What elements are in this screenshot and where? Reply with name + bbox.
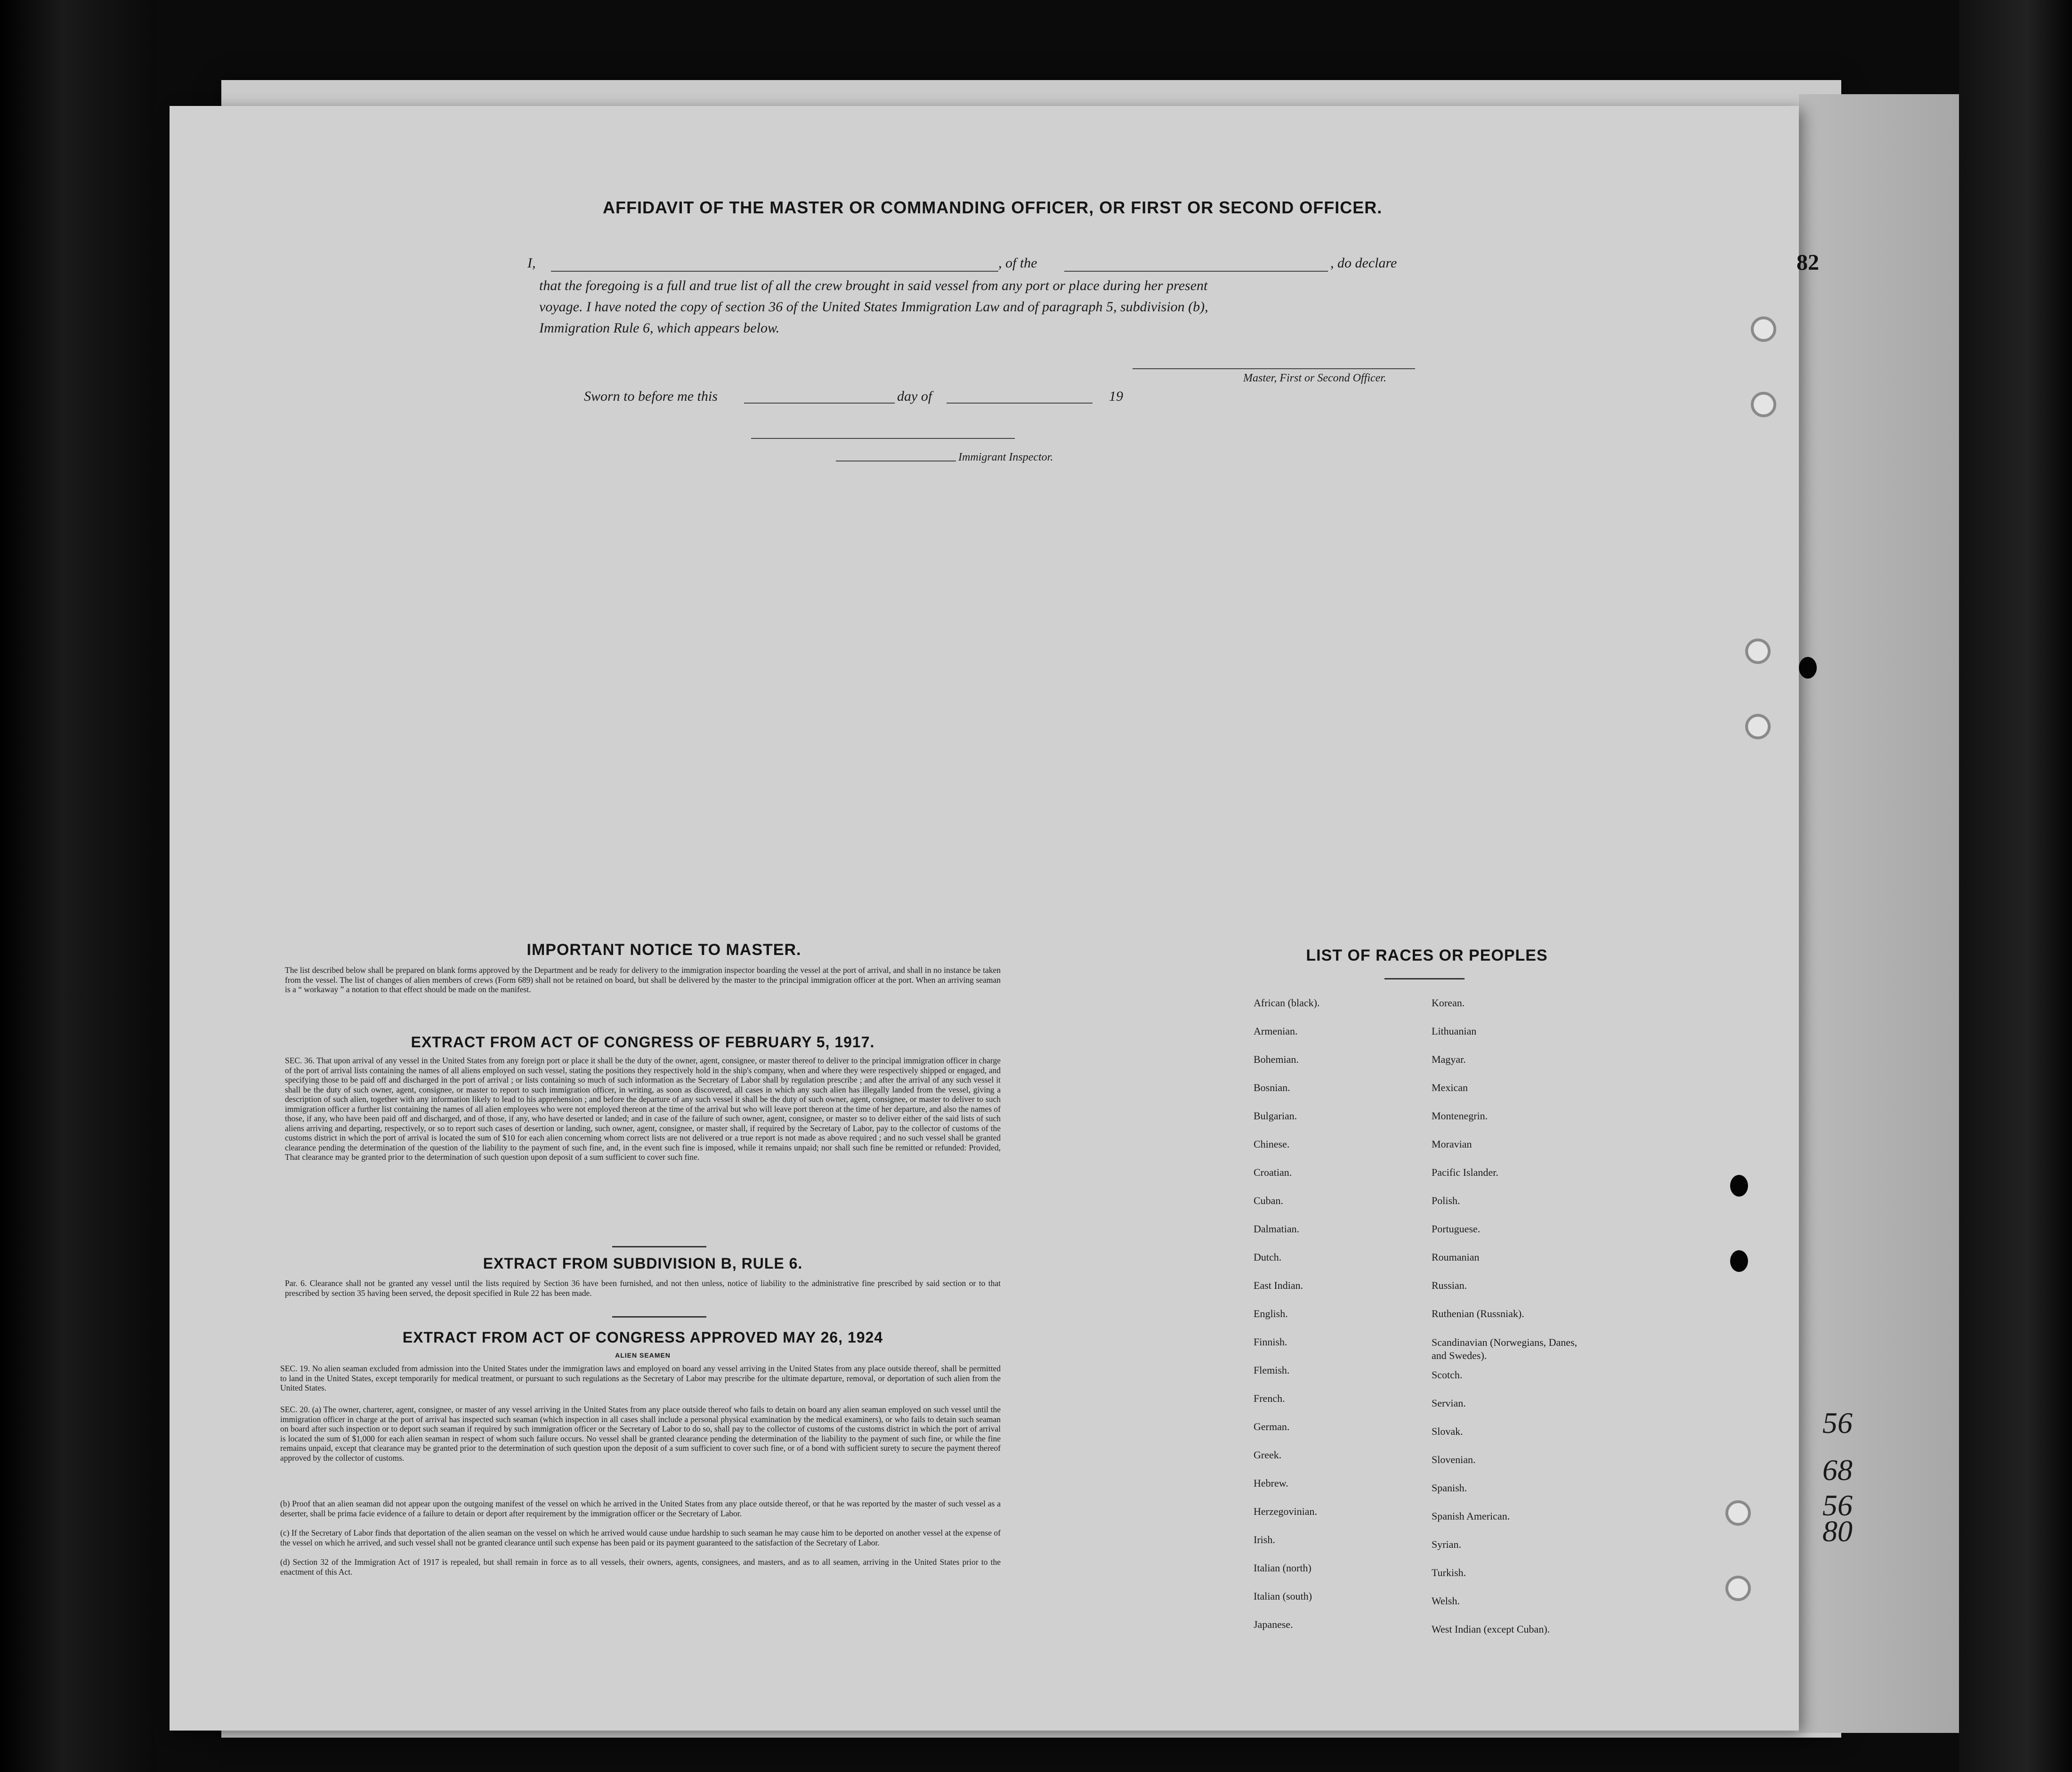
- notice-title: IMPORTANT NOTICE TO MASTER.: [526, 941, 801, 959]
- race-left-23: Japanese.: [1254, 1618, 1293, 1630]
- affidavit-line-2: voyage. I have noted the copy of section 36 of the United States Immigration Law and of paragraph 5, subdivision (b),: [539, 299, 1208, 315]
- race-right-18: Spanish.: [1432, 1482, 1467, 1494]
- race-right-1: Korean.: [1432, 997, 1465, 1009]
- section-divider: [612, 1246, 706, 1247]
- master-signature-label: Master, First or Second Officer.: [1243, 372, 1386, 384]
- sworn-month-line: [947, 403, 1093, 404]
- extract-1924-subtitle: ALIEN SEAMEN: [615, 1351, 671, 1359]
- race-right-22: Welsh.: [1432, 1595, 1460, 1607]
- race-right-5: Montenegrin.: [1432, 1110, 1488, 1122]
- race-right-3: Magyar.: [1432, 1053, 1466, 1065]
- punch-hole: [1745, 714, 1771, 739]
- affidavit-name-line: [551, 271, 998, 272]
- race-left-22: Italian (south): [1254, 1590, 1312, 1602]
- race-left-18: Hebrew.: [1254, 1477, 1288, 1489]
- inspector-label: Immigrant Inspector.: [958, 451, 1053, 463]
- extract-1917-title: EXTRACT FROM ACT OF CONGRESS OF FEBRUARY 5, 1917.: [411, 1034, 875, 1051]
- ink-blot: [1730, 1250, 1748, 1272]
- race-left-10: Dutch.: [1254, 1251, 1282, 1263]
- affidavit-i-label: I,: [527, 255, 536, 271]
- race-left-17: Greek.: [1254, 1449, 1282, 1461]
- extract-1924-sec20c: (c) If the Secretary of Labor finds that deportation of the alien seaman on the vessel on which he arrived would cause undue hardship to such seaman he may cause him to be deported on another vessel at the expense of the vessel on which he arrived, and such vessel shall not be granted clearance until such expense has been paid or its payment guaranteed to the satisfaction of the Secretary of Labor.: [280, 1528, 1001, 1547]
- year-label: 19: [1109, 388, 1123, 404]
- affidavit-line-1: that the foregoing is a full and true list of all the crew brought in said vessel from any port or place during her present: [539, 278, 1208, 293]
- affidavit-do-declare-label: , do declare: [1330, 255, 1397, 271]
- ink-blot: [1799, 657, 1817, 679]
- race-right-12: Ruthenian (Russniak).: [1432, 1308, 1524, 1319]
- race-left-13: Finnish.: [1254, 1336, 1287, 1348]
- sworn-day-line: [744, 403, 895, 404]
- film-edge-left: [0, 0, 155, 1772]
- race-left-8: Cuban.: [1254, 1195, 1283, 1206]
- races-title: LIST OF RACES OR PEOPLES: [1306, 947, 1548, 964]
- master-signature-line: [1133, 368, 1415, 369]
- race-right-6: Moravian: [1432, 1138, 1472, 1150]
- affidavit-line-3: Immigration Rule 6, which appears below.: [539, 320, 780, 336]
- extract-1924-sec20b: (b) Proof that an alien seaman did not appear upon the outgoing manifest of the vessel on which he arrived in the United States from any place outside thereof, or that he was reported by the master of such vessel as a deserter, shall be prima facie evidence of a failure to detain or deport after requirement by the immigration officer or the Secretary of Labor.: [280, 1499, 1001, 1518]
- race-left-2: Armenian.: [1254, 1025, 1298, 1037]
- race-right-7: Pacific Islander.: [1432, 1166, 1498, 1178]
- margin-number-2: 68: [1822, 1453, 1853, 1487]
- race-left-16: German.: [1254, 1421, 1290, 1432]
- race-left-21: Italian (north): [1254, 1562, 1311, 1574]
- race-left-15: French.: [1254, 1392, 1285, 1404]
- punch-hole: [1751, 316, 1776, 342]
- race-left-9: Dalmatian.: [1254, 1223, 1300, 1235]
- race-right-17: Slovenian.: [1432, 1454, 1476, 1465]
- race-left-1: African (black).: [1254, 997, 1320, 1009]
- race-right-20: Syrian.: [1432, 1538, 1461, 1550]
- notice-body: The list described below shall be prepared on blank forms approved by the Department and be ready for delivery to the immigration inspector boarding the vessel at the port of arrival, and shall in no instance be taken from the vessel. The list of changes of alien members of crews (Form 689) shall not be retained on board, but shall be delivered by the master to the principal immigration officer at the port. When an arriving seaman is a “ workaway ” a notation to that effect should be made on the manifest.: [285, 965, 1001, 994]
- race-right-11: Russian.: [1432, 1279, 1467, 1291]
- affidavit-of-the-label: , of the: [998, 255, 1037, 271]
- race-right-13: Scandinavian (Norwegians, Danes, and Swedes).: [1432, 1336, 1578, 1361]
- race-right-19: Spanish American.: [1432, 1510, 1510, 1522]
- race-left-6: Chinese.: [1254, 1138, 1290, 1150]
- margin-number-1: 56: [1822, 1406, 1853, 1440]
- punch-hole: [1751, 392, 1776, 417]
- ink-blot: [1730, 1175, 1748, 1197]
- race-left-7: Croatian.: [1254, 1166, 1292, 1178]
- race-right-9: Portuguese.: [1432, 1223, 1481, 1235]
- race-right-14: Scotch.: [1432, 1369, 1463, 1381]
- race-left-14: Flemish.: [1254, 1364, 1290, 1376]
- race-right-2: Lithuanian: [1432, 1025, 1477, 1037]
- race-left-11: East Indian.: [1254, 1279, 1303, 1291]
- race-right-8: Polish.: [1432, 1195, 1460, 1206]
- extract-1924-sec20d: (d) Section 32 of the Immigration Act of 1917 is repealed, but shall remain in force as to all vessels, their owners, agents, consignees, and masters, and as to all seamen, arriving in the United States prior to the enactment of this Act.: [280, 1557, 1001, 1577]
- race-right-21: Turkish.: [1432, 1567, 1466, 1578]
- punch-hole: [1745, 639, 1771, 664]
- race-left-3: Bohemian.: [1254, 1053, 1299, 1065]
- form-sheet: [170, 106, 1799, 1731]
- race-right-23: West Indian (except Cuban).: [1432, 1623, 1550, 1635]
- race-right-16: Slovak.: [1432, 1425, 1463, 1437]
- punch-hole: [1725, 1576, 1751, 1601]
- punch-hole: [1725, 1500, 1751, 1526]
- race-left-12: English.: [1254, 1308, 1288, 1319]
- extract-rule6-body: Par. 6. Clearance shall not be granted any vessel until the lists required by Section 36 have been furnished, and not then unless, notice of liability to the administrative fine prescribed by said section or to that prescribed by section 35 having been served, the deposit specified in Rule 22 has been made.: [285, 1278, 1001, 1298]
- race-right-10: Roumanian: [1432, 1251, 1480, 1263]
- extract-1917-body: SEC. 36. That upon arrival of any vessel in the United States from any foreign port or place it shall be the duty of the owner, agent, consignee, or master thereof to deliver to the principal immigration officer in charge of the port of arrival lists containing the names of all aliens employed on such vessel, stating the positions they respectively hold in the ship's company, when and where they were respectively shipped or engaged, and specifying those to be paid off and discharged in the port of arrival ; or lists containing so much of such information as the Secretary of Labor shall by regulation prescribe ; and after the arrival of any such vessel it shall be the duty of such owner, agent, consignee, or master to report to such immigration officer, in writing, as soon as discovered, all cases in which any such alien has illegally landed from the vessel, giving a description of such alien, together with any information likely to lead to his apprehension ; and before the departure of any such vessel it shall be the duty of such owner, agent, consignee, or master to deliver to such immigration officer a further list containing the names of all alien employees who were not employed thereon at the time of the arrival but who will leave port thereon at the time of her departure, and also the names of those, if any, who have been paid off and discharged, and of those, if any, who have deserted or landed; and in case of the failure of such owner, agent, consignee, or master so to deliver either of the said lists of such aliens arriving and departing, respectively, or so to report such cases of desertion or landing, such owner, agent, consignee, or master shall, if required by the Secretary of Labor, pay to the collector of customs of the customs district in which the port of arrival is located the sum of $10 for each alien concerning whom correct lists are not delivered or a true report is not made as above required ; and no such vessel shall be granted clearance pending the determination of the question of the liability to the payment of such fine, and, in the event such fine is imposed, while it remains unpaid; nor shall such fine be remitted or refunded: Provided, That clearance may be granted prior to the determination of such question upon deposit of a sum sufficient to cover such fine.: [285, 1056, 1001, 1162]
- day-of-label: day of: [897, 388, 932, 404]
- margin-number-3: 56: [1822, 1489, 1853, 1522]
- film-edge-right: [1959, 0, 2072, 1772]
- extract-rule6-title: EXTRACT FROM SUBDIVISION B, RULE 6.: [483, 1255, 803, 1272]
- section-divider: [612, 1316, 706, 1318]
- extract-1924-sec19: SEC. 19. No alien seaman excluded from admission into the United States under the immigration laws and employed on board any vessel arriving in the United States from any place outside thereof, shall be permitted to land in the United States, except temporarily for medical treatment, or pursuant to such regulations as the Secretary of Labor may prescribe for the ultimate departure, removal, or deportation of such alien from the United States.: [280, 1364, 1001, 1392]
- extract-1924-sec20a: SEC. 20. (a) The owner, charterer, agent, consignee, or master of any vessel arriving in the United States from any place outside thereof who fails to detain on board any alien seaman employed on such vessel until the immigration officer in charge at the port of arrival has inspected such seaman (which inspection in all cases shall include a personal physical examination by the medical examiners), or who fails to detain such seaman on board after such inspection or to deport such seaman if required by such immigration officer or the Secretary of Labor to do so, shall pay to the collector of customs of the customs district in which the port of arrival is located the sum of $1,000 for each alien seaman in respect of whom such failure occurs. No vessel shall be granted clearance pending the determination of the liability to the payment of such fine, or while the fine remains unpaid, except that clearance may be granted prior to the determination of such question upon the deposit of a sum sufficient to cover such fine, or of a bond with sufficient surety to secure the payment thereof approved by the collector of customs.: [280, 1405, 1001, 1463]
- race-left-20: Irish.: [1254, 1534, 1275, 1545]
- affidavit-title: AFFIDAVIT OF THE MASTER OR COMMANDING OFFICER, OR FIRST OR SECOND OFFICER.: [603, 198, 1383, 217]
- inspector-line-upper: [751, 438, 1015, 439]
- margin-number-4: 80: [1822, 1514, 1853, 1548]
- race-left-5: Bulgarian.: [1254, 1110, 1297, 1122]
- affidavit-vessel-line: [1064, 271, 1328, 272]
- race-right-15: Servian.: [1432, 1397, 1466, 1409]
- race-left-4: Bosnian.: [1254, 1082, 1290, 1093]
- sworn-label: Sworn to before me this: [584, 388, 718, 404]
- extract-1924-title: EXTRACT FROM ACT OF CONGRESS APPROVED MAY 26, 1924: [402, 1329, 883, 1346]
- races-divider: [1384, 978, 1465, 979]
- race-right-4: Mexican: [1432, 1082, 1468, 1093]
- page-number: 82: [1797, 250, 1819, 275]
- race-left-19: Herzegovinian.: [1254, 1505, 1317, 1517]
